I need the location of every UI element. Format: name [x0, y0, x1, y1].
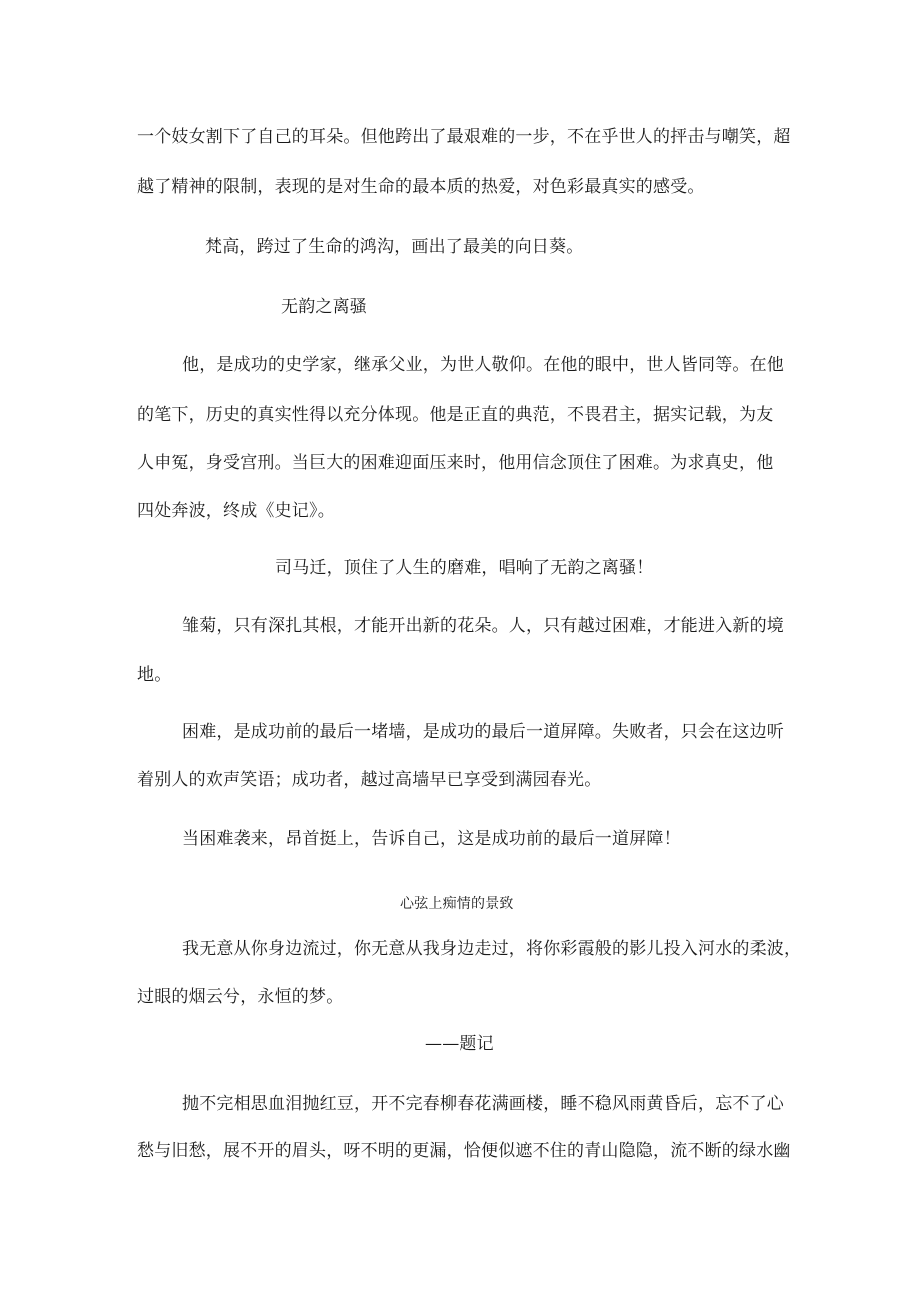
paragraph-kunnan-line-1: 困难，是成功前的最后一堵墙，是成功的最后一道屏障。失败者，只会在这边听 — [182, 722, 784, 742]
paragraph-kunnan-line-2: 着别人的欢声笑语；成功者，越过高墙早已享受到满园春光。 — [137, 770, 602, 790]
simaqian-summary: 司马迁，顶住了人生的磨难，唱响了无韵之离骚！ — [275, 558, 654, 578]
paragraph-conclusion: 当困难袭来，昂首挺上，告诉自己，这是成功前的最后一道屏障！ — [182, 829, 681, 849]
paragraph-simaqian-line-3: 人申冤，身受宫刑。当巨大的困难迎面压来时，他用信念顶住了困难。为求真史，他 — [137, 453, 774, 473]
section-heading-wuyun: 无韵之离骚 — [281, 297, 367, 317]
paragraph-inscription-line-1: 我无意从你身边流过，你无意从我身边走过，将你彩霞般的影儿投入河水的柔波， — [182, 939, 802, 959]
paragraph-simaqian-line-1: 他，是成功的史学家，继承父业，为世人敬仰。在他的眼中，世人皆同等。在他 — [182, 355, 784, 375]
section-heading-xinxian: 心弦上痴情的景致 — [400, 896, 514, 912]
paragraph-chuju-line-2: 地。 — [137, 665, 172, 685]
paragraph-paobuwan-line-2: 愁与旧愁，展不开的眉头，呀不明的更漏，恰便似遮不住的青山隐隐，流不断的绿水幽 — [137, 1141, 791, 1161]
inscription-signature: ——题记 — [425, 1034, 494, 1054]
paragraph-simaqian-line-2: 的笔下，历史的真实性得以充分体现。他是正直的典范，不畏君主，据实记载，为友 — [137, 405, 774, 425]
paragraph-chuju-line-1: 雏菊，只有深扎其根，才能开出新的花朵。人，只有越过困难，才能进入新的境 — [182, 616, 784, 636]
paragraph-simaqian-line-4: 四处奔波，终成《史记》。 — [137, 501, 335, 521]
paragraph-vangogh-line-1: 一个妓女割下了自己的耳朵。但他跨出了最艰难的一步，不在乎世人的抨击与嘲笑，超 — [137, 127, 791, 147]
paragraph-vangogh-line-2: 越了精神的限制，表现的是对生命的最本质的热爱，对色彩最真实的感受。 — [137, 177, 705, 197]
paragraph-inscription-line-2: 过眼的烟云兮，永恒的梦。 — [137, 987, 344, 1007]
paragraph-paobuwan-line-1: 抛不完相思血泪抛红豆，开不完春柳春花满画楼，睡不稳风雨黄昏后，忘不了心 — [182, 1094, 784, 1114]
vangogh-summary: 梵高，跨过了生命的鸿沟，画出了最美的向日葵。 — [205, 237, 584, 257]
